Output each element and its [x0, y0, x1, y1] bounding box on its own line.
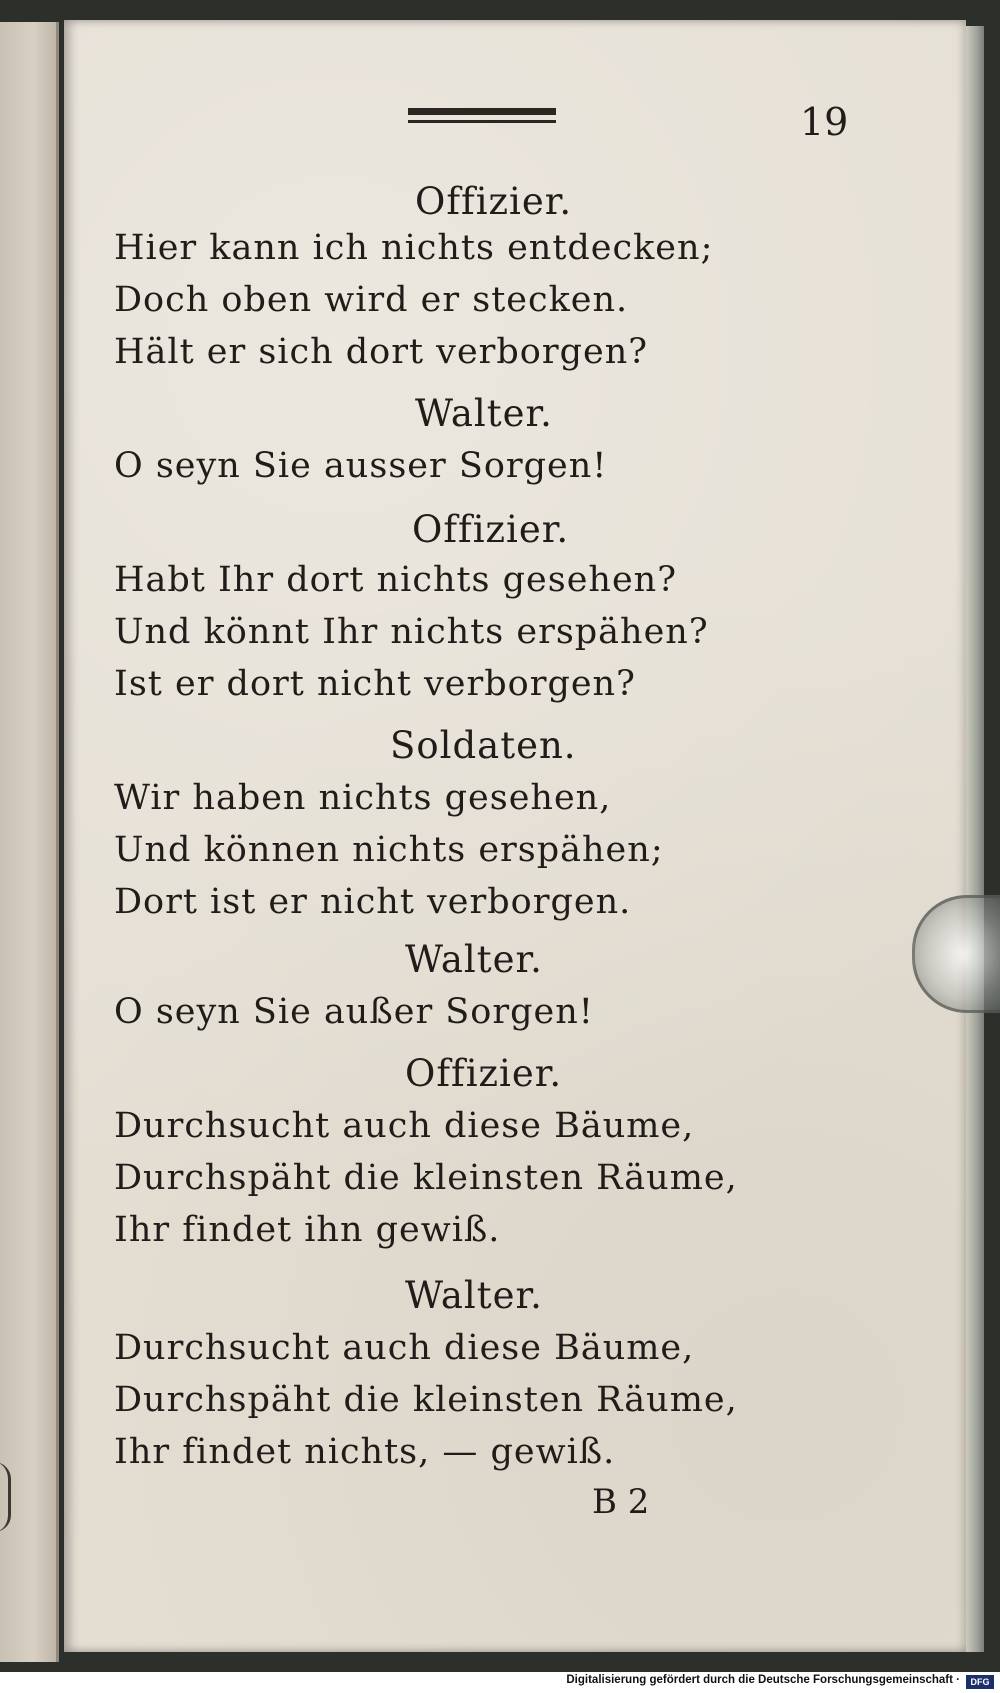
speaker-heading: Soldaten. — [390, 724, 577, 767]
verse-line: O seyn Sie außer Sorgen! — [114, 992, 594, 1032]
speaker-heading: Walter. — [415, 392, 553, 435]
verse-line: Ihr findet ihn gewiß. — [114, 1210, 501, 1250]
verse-line: Dort ist er nicht verborgen. — [114, 882, 632, 922]
verse-line: Durchspäht die kleinsten Räume, — [114, 1158, 738, 1198]
speaker-heading: Offizier. — [412, 508, 570, 551]
speaker-heading: Walter. — [405, 1274, 543, 1317]
verse-line: Wir haben nichts gesehen, — [114, 778, 612, 818]
digitization-footer — [0, 1672, 1000, 1693]
speaker-heading: Offizier. — [405, 1052, 563, 1095]
verse-line: Und könnt Ihr nichts erspähen? — [114, 612, 709, 652]
header-rule-thick — [408, 108, 556, 115]
verse-line: O seyn Sie ausser Sorgen! — [114, 446, 608, 486]
footer-credit-text: Digitalisierung gefördert durch die Deutsche Forschungsgemeinschaft · — [566, 1674, 960, 1686]
verse-line: Hier kann ich nichts entdecken; — [114, 228, 714, 268]
verse-line: Und können nichts erspähen; — [114, 830, 664, 870]
page-number: 19 — [800, 100, 849, 144]
verse-line: Doch oben wird er stecken. — [114, 280, 629, 320]
previous-page-mark — [0, 1462, 11, 1532]
verse-line: Durchsucht auch diese Bäume, — [114, 1328, 695, 1368]
header-rule — [408, 108, 556, 123]
speaker-heading: Offizier. — [415, 180, 573, 223]
header-rule-thin — [408, 120, 556, 123]
verse-line: Ist er dort nicht verborgen? — [114, 664, 636, 704]
speaker-heading: Walter. — [405, 938, 543, 981]
verse-line: Durchsucht auch diese Bäume, — [114, 1106, 695, 1146]
verse-line: Durchspäht die kleinsten Räume, — [114, 1380, 738, 1420]
dfg-logo: DFG — [966, 1675, 994, 1689]
verse-line: Habt Ihr dort nichts gesehen? — [114, 560, 677, 600]
page-edge-right — [966, 26, 984, 1652]
previous-page-edge — [0, 22, 59, 1662]
signature-mark: B 2 — [592, 1482, 650, 1522]
verse-line: Hält er sich dort verborgen? — [114, 332, 649, 372]
verse-line: Ihr findet nichts, — gewiß. — [114, 1432, 616, 1472]
